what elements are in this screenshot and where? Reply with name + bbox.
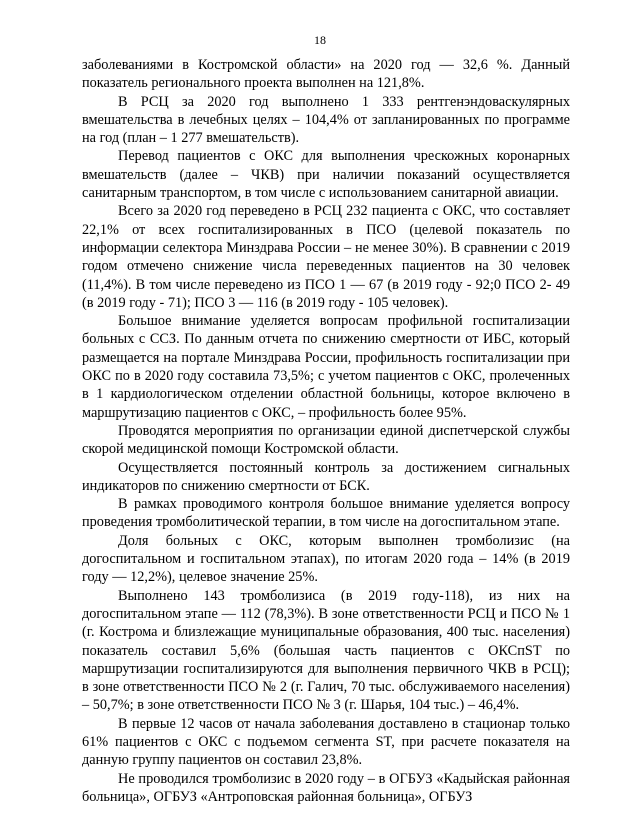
paragraph-11: В первые 12 часов от начала заболевания доставлено в стационар только 61% пациентов с ОКС с подъемом сегмента ST, при расчете показателя на данную группу пациентов он составил 23,8%.	[82, 715, 570, 769]
paragraph-2: В РСЦ за 2020 год выполнено 1 333 рентгенэндоваскулярных вмешательства в лечебных целях – 104,4% от запланированных по программе на год (план – 1 277 вмешательств).	[82, 93, 570, 147]
paragraph-9: Доля больных с ОКС, которым выполнен тромболизис (на догоспитальном и госпитальном этапах), по итогам 2020 года – 14% (в 2019 году — 12,2%), целевое значение 25%.	[82, 532, 570, 586]
paragraph-1: заболеваниями в Костромской области» на 2020 год — 32,6 %. Данный показатель регионального проекта выполнен на 121,8%.	[82, 57, 570, 92]
paragraph-7: Осуществляется постоянный контроль за достижением сигнальных индикаторов по снижению смертности от БСК.	[82, 459, 570, 494]
paragraph-10: Выполнено 143 тромболизиса (в 2019 году-118), из них на догоспитальном этапе — 112 (78,3%). В зоне ответственности РСЦ и ПСО № 1 (г. Кострома и близлежащие муниципальные образования, 400 тыс. населения) показатель составил 5,6% (большая часть пациентов с ОКСпST по маршрутизации госпитализируются для выполнения первичного ЧКВ в РСЦ); в зоне ответственности ПСО № 2 (г. Галич, 70 тыс. обслуживаемого населения) – 50,7%; в зоне ответственности ПСО № 3 (г. Шарья, 104 тыс.) – 46,4%.	[82, 587, 570, 714]
paragraph-6: Проводятся мероприятия по организации единой диспетчерской службы скорой медицинской помощи Костромской области.	[82, 422, 570, 458]
paragraph-8: В рамках проводимого контроля большое внимание уделяется вопросу проведения тромболитической терапии, в том числе на догоспитальном этапе.	[82, 496, 570, 531]
document-body	[82, 56, 570, 806]
page-number: 18	[314, 33, 326, 47]
paragraph-3: Перевод пациентов с ОКС для выполнения чрескожных коронарных вмешательств (далее – ЧКВ) при наличии показаний осуществляется санитарным транспортом, в том числе с использованием санитарной авиации.	[82, 148, 570, 202]
paragraph-5: Большое внимание уделяется вопросам профильной госпитализации больных с ССЗ. По данным отчета по снижению смертности от ИБС, который размещается на портале Минздрава России, профильность госпитализации при ОКС по в 2020 году составила 73,5%; с учетом пациентов с ОКС, пролеченных в 1 кардиологическом отделении областной больницы, которое включено в маршрутизацию пациентов с ОКС, – профильность более 95%.	[82, 313, 570, 421]
paragraph-12: Не проводился тромболизис в 2020 году – в ОГБУЗ «Кадыйская районная больница», ОГБУЗ «Антроповская районная больница», ОГБУЗ	[82, 770, 570, 805]
paragraph-4: Всего за 2020 год переведено в РСЦ 232 пациента с ОКС, что составляет 22,1% от всех госпитализированных в ПСО (целевой показатель по информации селектора Минздрава России – не менее 30%). В сравнении с 2019 годом отмечено снижение числа переведенных пациентов на 30 человек (11,4%). В том числе переведено из ПСО 1 — 67 (в 2019 году - 92;0 ПСО 2- 49 (в 2019 году - 71); ПСО 3 — 116 (в 2019 году - 105 человек).	[82, 203, 570, 311]
